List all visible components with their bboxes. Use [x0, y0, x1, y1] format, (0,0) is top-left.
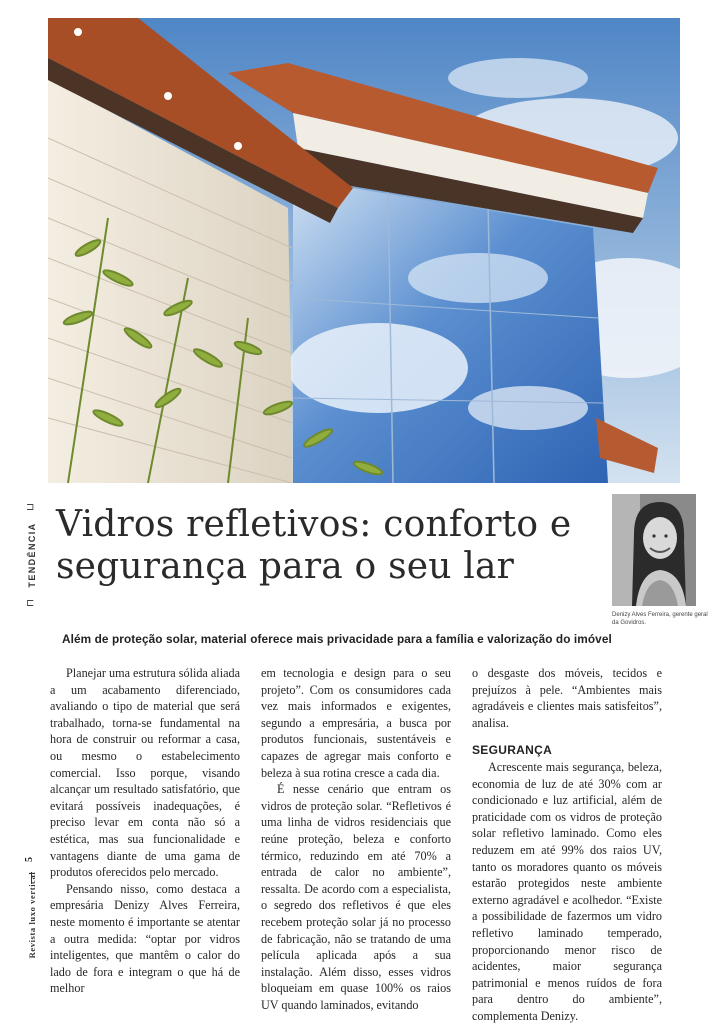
portrait-photo [612, 494, 696, 606]
article-title: Vidros refletivos: conforto e segurança para o seu lar [56, 504, 572, 587]
section-label-text: TENDÊNCIA [27, 522, 37, 588]
article-subtitle: Além de proteção solar, material oferece mais privacidade para a família e valorização do imóvel [62, 632, 612, 646]
page-footer-vertical [24, 840, 40, 980]
magazine-name: Revista luxo vertical [27, 871, 37, 959]
paragraph: Acrescente mais segurança, beleza, economia de luz de até 30% com ar condicionado e luz artificial, além de praticidade com os vidros de proteção solar refletivo laminado. Como eles reduzem em até 99% dos raios UV, tanto os moradores quanto os móveis estarão protegidos neste ambiente externo agradável e acolhedor. “Existe a possibilidade de fazermos um vidro refletivo laminado temperado, proporcionando menor risco de acidentes, maior segurança patrimonial e menos ruídos de fora para dentro do ambiente”, complementa Denizy. [472, 759, 662, 1023]
section-label [24, 502, 40, 612]
paragraph: É nesse cenário que entram os vidros de proteção solar. “Refletivos é uma linha de vidros residenciais que reúne proteção, beleza e conforto térmico, reduzindo em até 70% a entrada de calor no ambiente”, ressalta. De acordo com a especialista, o segredo dos refletivos é que eles recebem proteção solar já no processo de fabricação, não se tratando de uma película aplicada após a sua instalação. Além disso, esses vidros bloqueiam em quase 100% os raios UV quando laminados, evitando [261, 782, 451, 1012]
hero-photo [48, 18, 680, 483]
portrait-caption: Denizy Alves Ferreira, gerente geral da Govidros. [612, 612, 708, 626]
paragraph: em tecnologia e design para o seu projeto”. Com os consumidores cada vez mais informados e exigentes, segundo a empresária, a busca por produtos funcionais, sustentáveis e capazes de agregar mais conforto e beleza à sua rotina cresce a cada dia. [261, 666, 451, 780]
article-column-2 [261, 665, 451, 1013]
paragraph: Planejar uma estrutura sólida aliada a um acabamento diferenciado, avaliando o tipo de material que será trabalhado, torna-se fundamental na hora de construir ou reformar a casa, ou mesmo o estabelecimento comercial. Isso porque, visando alcançar um resultado satisfatório, que evitará possíveis inadequações, é preciso levar em conta não só a estética, mas sua funcionalidade e vantagens diante de uma gama de produtos oferecidos pelo mercado. [50, 666, 240, 880]
article-column-1 [50, 665, 240, 997]
paragraph: Pensando nisso, como destaca a empresária Denizy Alves Ferreira, neste momento é importante se atentar a outra medida: “optar por vidros inteligentes, que mantêm o calor do lado de fora e integram o que há de melhor [50, 881, 240, 996]
paragraph: o desgaste dos móveis, tecidos e prejuízos à pele. “Ambientes mais agradáveis e clientes mais satisfeitos”, analisa. [472, 666, 662, 730]
article-column-3 [472, 665, 662, 1024]
bracket-top-icon: ⊐ [26, 502, 35, 513]
page-number: 5 [24, 857, 35, 862]
bracket-bottom-icon: ⊏ [26, 598, 35, 609]
section-heading: SEGURANÇA [472, 743, 553, 758]
